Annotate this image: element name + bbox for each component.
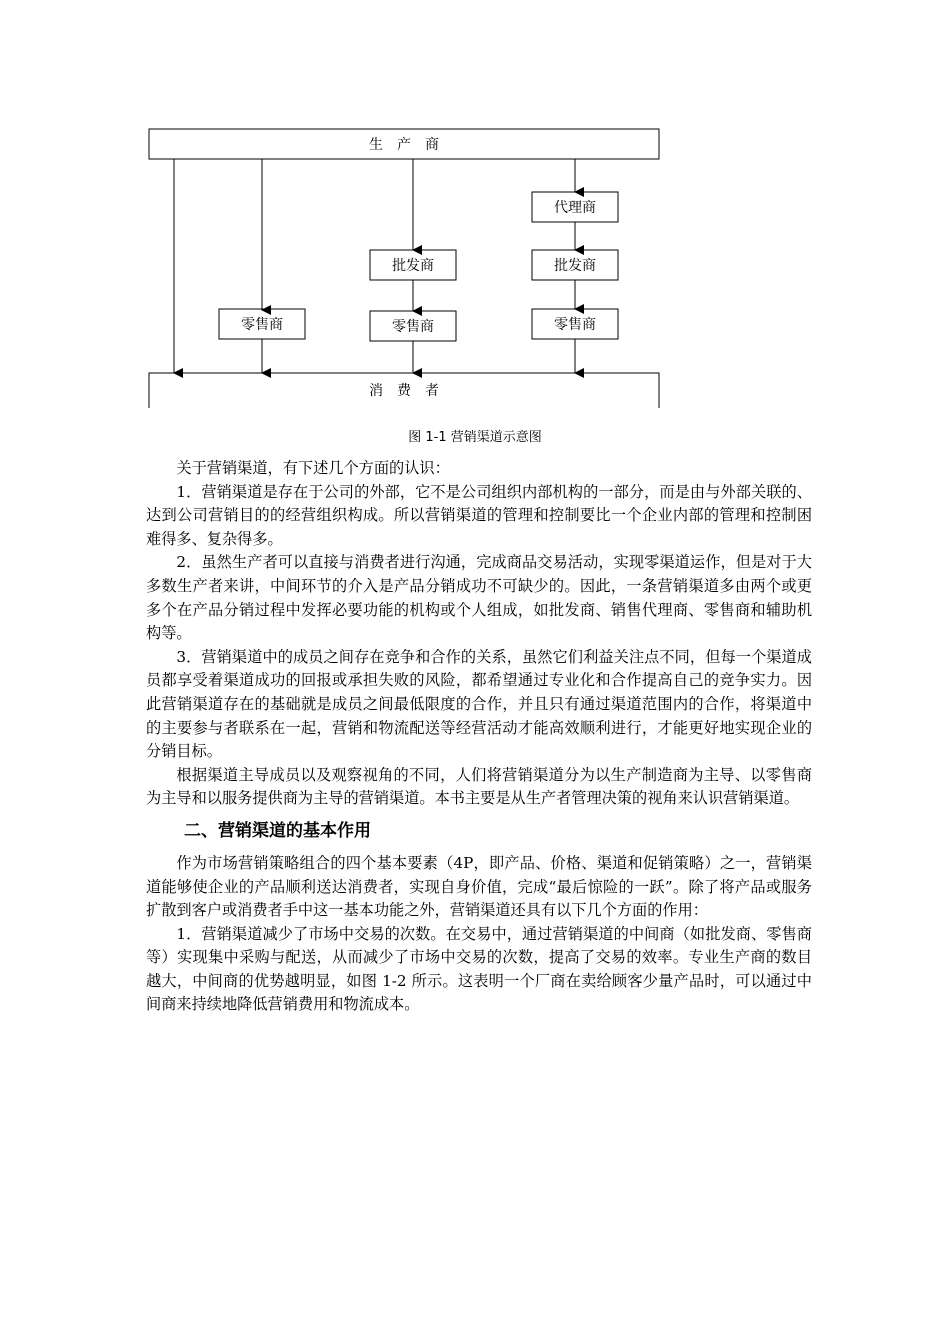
consumer-label: 消 费 者	[369, 383, 439, 399]
figure-caption: 图 1-1 营销渠道示意图	[408, 430, 542, 445]
paragraph: 根据渠道主导成员以及观察视角的不同，人们将营销渠道分为以生产制造商为主导、以零售商为主导和以服务提供商为主导的营销渠道。本书主要是从生产者管理决策的视角来认识营销渠道。	[146, 765, 812, 808]
paragraph: 作为市场营销策略组合的四个基本要素（4P，即产品、价格、渠道和促销策略）之一，营销渠道能够使企业的产品顺利送达消费者，实现自身价值，完成“最后惊险的一跃”。除了将产品或服务扩散到客户或消费者手中这一基本功能之外，营销渠道还具有以下几个方面的作用：	[146, 853, 812, 920]
paragraph: 关于营销渠道，有下述几个方面的认识：	[176, 459, 450, 477]
agent-label: 代理商	[554, 200, 596, 216]
channel-diagram	[140, 120, 670, 412]
retailer-label-2: 零售商	[392, 319, 434, 335]
paragraph: 3．营销渠道中的成员之间存在竞争和合作的关系，虽然它们利益关注点不同，但每一个渠道成员都享受着渠道成功的回报或承担失败的风险，都希望通过专业化和合作提高自己的竞争实力。因此营销渠道存在的基础就是成员之间最低限度的合作，并且只有通过渠道范围内的合作，将渠道中的主要参与者联系在一起，营销和物流配送等经营活动才能高效顺利进行，才能更好地实现企业的分销目标。	[146, 647, 812, 761]
producer-label: 生 产 商	[369, 137, 439, 153]
paragraph: 1．营销渠道减少了市场中交易的次数。在交易中，通过营销渠道的中间商（如批发商、零售商等）实现集中采购与配送，从而减少了市场中交易的次数，提高了交易的效率。专业生产商的数目越大，中间商的优势越明显，如图 1-2 所示。这表明一个厂商在卖给顾客少量产品时，可以通过中间商来持续地降低营销费用和物流成本。	[146, 924, 812, 1014]
paragraph: 1．营销渠道是存在于公司的外部，它不是公司组织内部机构的一部分，而是由与外部关联的、达到公司营销目的的经营组织构成。所以营销渠道的管理和控制要比一个企业内部的管理和控制困难得多、复杂得多。	[146, 482, 812, 548]
body-text	[146, 457, 812, 1017]
wholesaler-label-1: 批发商	[392, 258, 434, 274]
retailer-label-1: 零售商	[241, 317, 283, 333]
retailer-label-3: 零售商	[554, 317, 596, 333]
section-heading: 二、营销渠道的基本作用	[184, 820, 371, 841]
wholesaler-label-2: 批发商	[554, 258, 596, 274]
paragraph: 2．虽然生产者可以直接与消费者进行沟通，完成商品交易活动，实现零渠道运作，但是对于大多数生产者来讲，中间环节的介入是产品分销成功不可缺少的。因此，一条营销渠道多由两个或更多个在产品分销过程中发挥必要功能的机构或个人组成，如批发商、销售代理商、零售商和辅助机构等。	[146, 553, 812, 643]
